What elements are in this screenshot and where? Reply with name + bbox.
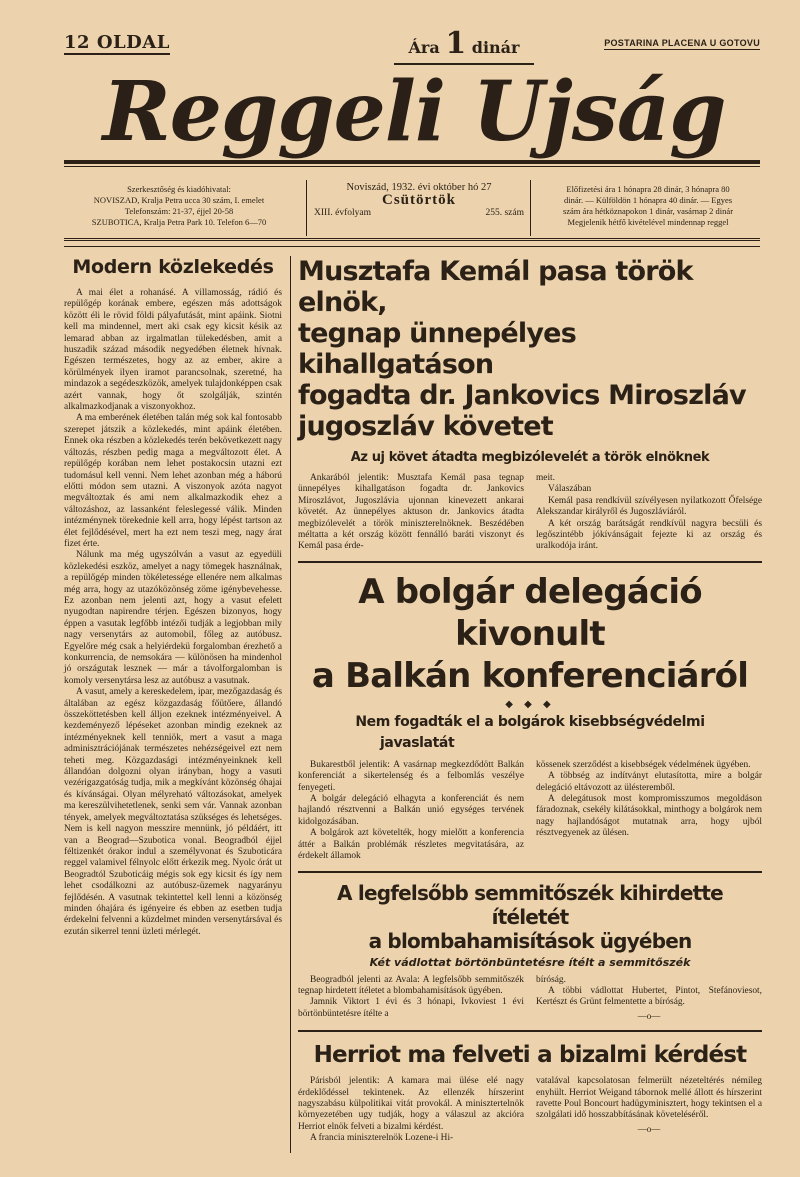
article-columns xyxy=(298,760,762,863)
issue-day: Csütörtök xyxy=(381,192,456,208)
info-rule xyxy=(64,238,760,245)
subhead: Két vádlottat börtönbüntetésre ítélt a semmitőszék xyxy=(369,955,691,969)
subscription-info xyxy=(536,184,760,228)
paragraph: Jamnik Viktort 1 évi és 3 hónapi, Ivkoviest 1 évi börtönbüntetésre ítélte a xyxy=(298,997,524,1019)
paragraph: A két ország barátságát rendkívül nagyra becsüli és legőszintébb jókívánságait fejezte ki az ország és uralkodója iránt. xyxy=(536,518,762,552)
paragraph: Ankarából jelentik: Musztafa Kemál pasa tegnap ünnepélyes kihallgatáson fogadta dr. Jankovics Miroszlávot, Jugoszlávia ujonnan kinevezett ankarai követét. Az ünnepélyes aktuson dr. Jankovics átadta megbizólevelét a török miniszterelnöknek. Beszédében méltatta a két ország között fennálló baráti viszonyt és Kemál pasa érde- xyxy=(298,473,524,552)
article-columns xyxy=(298,1076,762,1144)
text-line: meit. xyxy=(536,473,556,483)
paragraph: bíróság. xyxy=(536,974,566,985)
subscription-line: dinár. — Külföldön 1 hónapra 40 dinár. — Egyes xyxy=(563,195,733,205)
price-unit: dinár xyxy=(471,38,520,57)
paragraph: A delegátusok most kompromisszumos megoldáson fáradoznak, csekély kilátásokkal, minthogy a bolgárok nem nagy hajlandóságot mutatnak arra, hogy ujból résztvegyenek az ülésen. xyxy=(536,794,762,839)
section-divider xyxy=(298,561,762,563)
paragraph: kössenek szerződést a kisebbségek védelmének ügyében. xyxy=(536,759,751,770)
article-herriot xyxy=(298,1040,762,1144)
article-kemal xyxy=(298,256,762,553)
paragraph: A ma emberének életében talán még sok kal fontosabb szerepet játszik a közlekedés, mint apáink életében. Ennek oka részben a közlekedés terén bekövetkezett nagy változás, részben pedig maga a megváltozott élet. A repülőgép korában nem lehet postakocsin utazni ezt tudomásul kell venni. Nem lehet azonban még a háború előtti módon sem utazni. A viszonyok azóta nagyot megváltoztak és ami nem alkalmazkodik ehez a változáshoz, az lassanként feleslegessé válik. Minden intézménynek törekednie kell arra, hogy lépést tartson az élet fejlődésével, mert ha ezt nem teszi meg, nagy árat fizet érte. xyxy=(64,413,282,549)
masthead-title: Reggeli Ujság xyxy=(102,64,726,160)
price-prefix: Ára xyxy=(408,38,440,57)
article-bulgarian xyxy=(298,571,762,863)
left-article-title: Modern közlekedés xyxy=(72,256,274,278)
office-line: NOVISZAD, Kralja Petra ucca 30 szám, I. emelet xyxy=(93,195,265,205)
article-court xyxy=(298,881,762,1023)
paragraph: A bolgárok azt követelték, hogy mielőtt a konferencia áttér a Balkán problémák részletes megvitatására, az érdekelt államok xyxy=(298,828,524,862)
masthead-rule xyxy=(64,160,760,164)
headline-line: A bolgár delegáció kivonult xyxy=(358,571,702,654)
info-bar xyxy=(64,180,760,236)
headline-line: A legfelsőbb semmitőszék kihirdette ítéletét xyxy=(337,880,723,929)
subscription-line: szám ára hétköznapokon 1 dinár, vasárnap 2 dinár xyxy=(562,206,734,216)
headline: Herriot ma felveti a bizalmi kérdést xyxy=(313,1042,747,1069)
top-line xyxy=(64,26,760,61)
right-column xyxy=(298,256,762,1145)
office-line: SZUBOTICA, Kralja Petra Park 10. Telefon 6—70 xyxy=(91,217,267,227)
paragraph: A többség az indítványt elutasította, mire a bolgár delegáció eltávozott az ülésteremből. xyxy=(536,771,762,793)
masthead-rule-thin xyxy=(64,166,760,167)
headline-line: a blombahamisítások ügyében xyxy=(368,928,692,953)
masthead xyxy=(64,62,764,172)
office-line: Telefonszám: 21-37, éjjel 20-58 xyxy=(124,206,234,216)
info-rule-thin xyxy=(64,246,760,247)
paragraph: Bukarestből jelentik: A vasárnap megkezdődött Balkán konferenciát a sikertelenség és a felbomlás veszélye fenyegeti. xyxy=(298,759,524,793)
section-divider xyxy=(298,1030,762,1032)
article-columns xyxy=(298,473,762,553)
headline-line: jugoszláv követet xyxy=(298,411,553,442)
section-divider xyxy=(298,871,762,873)
article-columns xyxy=(298,975,762,1023)
info-separator xyxy=(530,180,531,236)
issue-number: 255. szám xyxy=(485,208,524,218)
subhead-line: Nem fogadták el a bolgárok kisebbségvédelmi xyxy=(355,713,705,730)
end-mark: —o— xyxy=(637,1123,661,1134)
left-article xyxy=(64,256,282,938)
paragraph: A bolgár delegáció elhagyta a konferenciát és nem hajlandó résztvenni a Balkán unió egységes tervének kidolgozásában. xyxy=(298,794,524,827)
headline-line: fogadta dr. Jankovics Miroszláv xyxy=(298,380,746,411)
paragraph: A többi vádlottat Hubertet, Pintot, Stefánoviesot, Kertészt és Grünt felmentette a bíróság. xyxy=(536,985,762,1008)
article-column xyxy=(536,473,762,553)
issue-date: Noviszád, 1932. évi október hó 27 xyxy=(346,182,492,193)
end-mark: —o— xyxy=(637,1010,661,1021)
volume: XIII. évfolyam xyxy=(314,208,371,218)
subscription-line: Előfizetési ára 1 hónapra 28 dinár, 3 hónapra 80 xyxy=(566,184,730,194)
article-column xyxy=(298,1076,524,1144)
article-column xyxy=(536,760,762,863)
article-column xyxy=(298,975,524,1023)
price xyxy=(364,26,564,61)
subhead-line: javaslatát xyxy=(380,734,455,751)
article-column xyxy=(536,1076,762,1144)
paragraph: Nálunk ma még ugyszólván a vasut az egyedüli közlekedési eszköz, amelyet a nagy tömegek használnak, a repülőgép minden tökéletessége ellenére nem alkalmas még arra, hogy az utazóközönség zöme igénybevehesse. Ez azonban nem jelenti azt, hogy a vasut efelett nyugodtan napirendre térjen. Egészen bizonyos, hogy éppen a vasutak legfőbb intézői tudják a legjobban mily nagy versenytárs az automobil, főleg az autóbusz. Egyelőre még csak a helyiérdekü forgalomban érezhető a konkurrencia, de nemsokára — különösen ha mindenhol jó országutak lesznek — már a távolforgalomban is komoly versenytársa lesz az autóbusz a vasutnak. xyxy=(64,550,282,686)
page-number: 12 OLDAL xyxy=(64,32,170,53)
postage-note: POSTARINA PLACENA U GOTOVU xyxy=(604,38,760,48)
paragraph: Párisból jelentik: A kamara mai ülése elé nagy érdeklődéssel tekintenek. Az ellenzék hírszerint nagyszabásu külpolitikai vitát provokál. A minisztertelnök környezetében ugy tudják, hogy a válaszul az akcióra Herriot elnök felveti a bizalmi kérdést. xyxy=(298,1076,524,1132)
paragraph: Kemál pasa rendkívül szívélyesen nyilatkozott Őfelsége Alekszandar királyről és Jugoszláviáról. xyxy=(536,495,762,518)
paragraph: A vasut, amely a kereskedelem, ipar, mezőgazdaság és általában az egész közgazdaság főütőere, állandó összeköttetésben kell álljon ezeknek intézményeivel. A kezdeményező lépéseket azonban mindig ezeknek az intézményeknek kell tenniök, mert a vasut a maga adminisztrációjának természetes nehézségeivel ezt nem teheti meg. Közgazdasági intézményeinknek kell állandóan dolgozni olyan irányban, hogy a vasuti vezérigazgatóság tudja, mik a megkívánt közönség óhajai és kívánságai. Olyan mélyreható változásokat, amelyek ma kereszülvihetetlenek, senki sem vár. Vannak azonban tények, amelyek megváltoztatása szükséges és lehetséges. Nem is kell nagyon messzire mennünk, jó példáért, itt van a Beograd—Szubotica vonal. Beogradból éjjel féltizenkét órakor indul a személyvonat és Szuboticára reggel valamivel félnyolc előtt érkezik meg. Nyolc órát ut Beogradtól Szuboticáig mégis sok egy kicsit és így nem lehet csodálkozni az autóbusz-üzemek nagyarányu fejlődésén. A vasutnak tekintettel kell lenni a közönség minden óhajára és igényeire és ebben az esetben tudja érdekelni felvenni a küzdelmet minden versenytársával és ezután sikerrel tenni üzleti mérlegét. xyxy=(64,687,282,937)
headline-line: Musztafa Kemál pasa török elnök, xyxy=(298,256,693,318)
text-line: Válaszában xyxy=(548,484,592,495)
ornament: ◆ ◆ ◆ xyxy=(505,698,555,710)
headline-line: a Balkán konferenciáról xyxy=(311,655,749,696)
paragraph: A mai élet a rohanásé. A villamosság, rádió és repülőgép korának embere, egészen más adottságok között éli le rövid földi pályafutását, mint apáink. Siotni kell ma mindennel, mert aki csak egy kicsit késik az lemarad abban az irgalmatlan tülekedésben, amit a huszadik század második negyedében életnek hívnak. Egészen természetes, hogy az az ember, akire a körülmények ilyen iramot parancsolnak, szeretné, ha mindazok a segédeszközök, amelyek tulajdonképpen csak azért vannak, hogy őt szolgálják, szintén alkalmazkodjanak a viszonyokhoz. xyxy=(64,288,282,413)
article-column xyxy=(536,975,762,1023)
editorial-office xyxy=(64,184,294,228)
column-separator xyxy=(290,256,291,1153)
paragraph: Beogradból jelenti az Avala: A legfelsőbb semmitőszék tegnap hirdetett ítéletet a blombahamisítások ügyében. xyxy=(298,974,524,996)
subscription-line: Megjelenik hétfő kivételével mindennap reggel xyxy=(567,217,729,227)
headline-line: tegnap ünnepélyes kihallgatáson xyxy=(298,318,576,380)
paragraph: vatalával kapcsolatosan felmerült nézeteltérés némileg enyhült. Herriot Weigand tábornok mellé állott és hírszerint ravette Poul Boncourt hadügyminisztert, hogy tekintsen el a szolgálati idő hosszabbításának követeléséről. xyxy=(536,1076,762,1121)
subhead: Az uj követ átadta megbizólevelét a török elnöknek xyxy=(350,450,710,465)
paragraph: A francia miniszterelnök Lozene-i Hi- xyxy=(310,1133,454,1144)
volume-row xyxy=(314,208,524,219)
left-article-body xyxy=(64,288,282,938)
issue-info xyxy=(314,182,524,219)
office-line: Szerkesztőség és kiadóhivatal: xyxy=(127,184,231,194)
info-separator xyxy=(306,180,307,236)
article-column xyxy=(298,473,524,553)
article-column xyxy=(298,760,524,863)
price-value: 1 xyxy=(445,26,467,61)
